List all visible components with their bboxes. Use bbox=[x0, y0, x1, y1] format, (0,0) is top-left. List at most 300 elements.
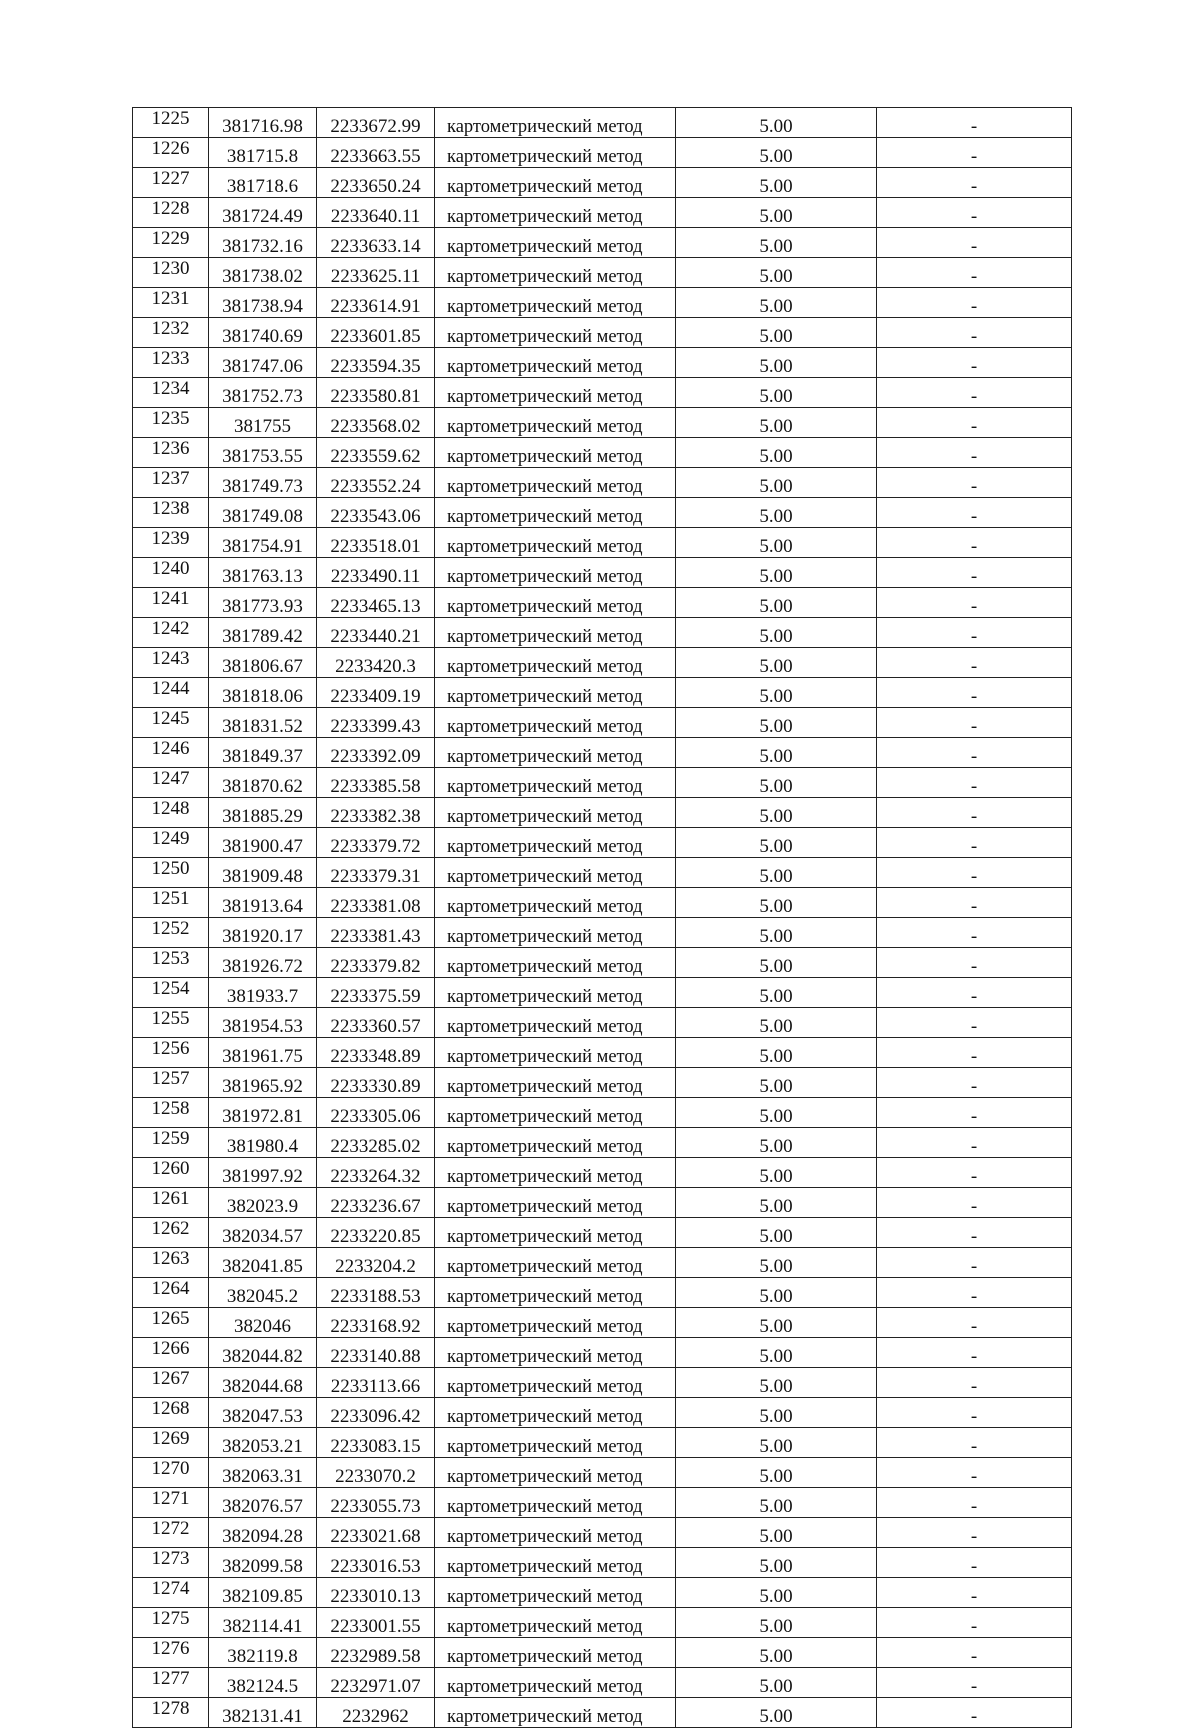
y-coordinate-cell: 2233348.89 bbox=[317, 1038, 435, 1068]
method-cell: картометрический метод bbox=[435, 1308, 676, 1338]
y-coordinate-cell: 2233614.91 bbox=[317, 288, 435, 318]
precision-cell: 5.00 bbox=[676, 768, 877, 798]
precision-cell: 5.00 bbox=[676, 108, 877, 138]
y-coordinate-cell: 2232962 bbox=[317, 1698, 435, 1728]
x-coordinate-cell: 382099.58 bbox=[209, 1548, 317, 1578]
y-coordinate-cell: 2233070.2 bbox=[317, 1458, 435, 1488]
table-row bbox=[133, 1428, 1072, 1458]
table-row bbox=[133, 768, 1072, 798]
y-coordinate-cell: 2232989.58 bbox=[317, 1638, 435, 1668]
point-number-cell: 1227 bbox=[133, 168, 209, 198]
precision-cell: 5.00 bbox=[676, 1428, 877, 1458]
note-cell: - bbox=[877, 228, 1072, 258]
method-cell: картометрический метод bbox=[435, 1218, 676, 1248]
y-coordinate-cell: 2233552.24 bbox=[317, 468, 435, 498]
method-cell: картометрический метод bbox=[435, 378, 676, 408]
precision-cell: 5.00 bbox=[676, 348, 877, 378]
precision-cell: 5.00 bbox=[676, 1308, 877, 1338]
precision-cell: 5.00 bbox=[676, 1008, 877, 1038]
x-coordinate-cell: 381849.37 bbox=[209, 738, 317, 768]
x-coordinate-cell: 381900.47 bbox=[209, 828, 317, 858]
y-coordinate-cell: 2233236.67 bbox=[317, 1188, 435, 1218]
note-cell: - bbox=[877, 138, 1072, 168]
point-number-cell: 1261 bbox=[133, 1188, 209, 1218]
y-coordinate-cell: 2233113.66 bbox=[317, 1368, 435, 1398]
method-cell: картометрический метод bbox=[435, 1008, 676, 1038]
precision-cell: 5.00 bbox=[676, 1488, 877, 1518]
point-number-cell: 1242 bbox=[133, 618, 209, 648]
method-cell: картометрический метод bbox=[435, 1578, 676, 1608]
x-coordinate-cell: 382041.85 bbox=[209, 1248, 317, 1278]
precision-cell: 5.00 bbox=[676, 978, 877, 1008]
method-cell: картометрический метод bbox=[435, 1668, 676, 1698]
x-coordinate-cell: 381773.93 bbox=[209, 588, 317, 618]
table-row bbox=[133, 108, 1072, 138]
x-coordinate-cell: 381909.48 bbox=[209, 858, 317, 888]
table-row bbox=[133, 648, 1072, 678]
table-row bbox=[133, 1008, 1072, 1038]
table-row bbox=[133, 618, 1072, 648]
note-cell: - bbox=[877, 198, 1072, 228]
table-row bbox=[133, 438, 1072, 468]
point-number-cell: 1247 bbox=[133, 768, 209, 798]
table-row bbox=[133, 948, 1072, 978]
table-row bbox=[133, 288, 1072, 318]
table-row bbox=[133, 1098, 1072, 1128]
note-cell: - bbox=[877, 978, 1072, 1008]
method-cell: картометрический метод bbox=[435, 948, 676, 978]
table-row bbox=[133, 1368, 1072, 1398]
x-coordinate-cell: 381933.7 bbox=[209, 978, 317, 1008]
y-coordinate-cell: 2233360.57 bbox=[317, 1008, 435, 1038]
table-row bbox=[133, 588, 1072, 618]
y-coordinate-cell: 2233055.73 bbox=[317, 1488, 435, 1518]
table-row bbox=[133, 1698, 1072, 1728]
precision-cell: 5.00 bbox=[676, 588, 877, 618]
note-cell: - bbox=[877, 888, 1072, 918]
point-number-cell: 1231 bbox=[133, 288, 209, 318]
method-cell: картометрический метод bbox=[435, 1488, 676, 1518]
point-number-cell: 1270 bbox=[133, 1458, 209, 1488]
table-row bbox=[133, 318, 1072, 348]
note-cell: - bbox=[877, 258, 1072, 288]
method-cell: картометрический метод bbox=[435, 108, 676, 138]
precision-cell: 5.00 bbox=[676, 1338, 877, 1368]
point-number-cell: 1239 bbox=[133, 528, 209, 558]
x-coordinate-cell: 382044.82 bbox=[209, 1338, 317, 1368]
y-coordinate-cell: 2233518.01 bbox=[317, 528, 435, 558]
method-cell: картометрический метод bbox=[435, 1698, 676, 1728]
point-number-cell: 1233 bbox=[133, 348, 209, 378]
method-cell: картометрический метод bbox=[435, 1638, 676, 1668]
method-cell: картометрический метод bbox=[435, 588, 676, 618]
x-coordinate-cell: 381749.73 bbox=[209, 468, 317, 498]
point-number-cell: 1238 bbox=[133, 498, 209, 528]
precision-cell: 5.00 bbox=[676, 888, 877, 918]
note-cell: - bbox=[877, 1218, 1072, 1248]
point-number-cell: 1229 bbox=[133, 228, 209, 258]
y-coordinate-cell: 2233220.85 bbox=[317, 1218, 435, 1248]
precision-cell: 5.00 bbox=[676, 1398, 877, 1428]
y-coordinate-cell: 2233559.62 bbox=[317, 438, 435, 468]
note-cell: - bbox=[877, 618, 1072, 648]
table-row bbox=[133, 1578, 1072, 1608]
note-cell: - bbox=[877, 108, 1072, 138]
x-coordinate-cell: 381740.69 bbox=[209, 318, 317, 348]
point-number-cell: 1256 bbox=[133, 1038, 209, 1068]
y-coordinate-cell: 2233381.08 bbox=[317, 888, 435, 918]
point-number-cell: 1244 bbox=[133, 678, 209, 708]
coordinates-table bbox=[132, 107, 1072, 1728]
point-number-cell: 1267 bbox=[133, 1368, 209, 1398]
note-cell: - bbox=[877, 1098, 1072, 1128]
table-row bbox=[133, 168, 1072, 198]
point-number-cell: 1248 bbox=[133, 798, 209, 828]
precision-cell: 5.00 bbox=[676, 858, 877, 888]
point-number-cell: 1246 bbox=[133, 738, 209, 768]
y-coordinate-cell: 2233096.42 bbox=[317, 1398, 435, 1428]
y-coordinate-cell: 2233625.11 bbox=[317, 258, 435, 288]
table-row bbox=[133, 1518, 1072, 1548]
precision-cell: 5.00 bbox=[676, 1278, 877, 1308]
precision-cell: 5.00 bbox=[676, 1608, 877, 1638]
table-row bbox=[133, 858, 1072, 888]
method-cell: картометрический метод bbox=[435, 258, 676, 288]
note-cell: - bbox=[877, 858, 1072, 888]
precision-cell: 5.00 bbox=[676, 1068, 877, 1098]
x-coordinate-cell: 381715.8 bbox=[209, 138, 317, 168]
method-cell: картометрический метод bbox=[435, 678, 676, 708]
precision-cell: 5.00 bbox=[676, 1098, 877, 1128]
precision-cell: 5.00 bbox=[676, 708, 877, 738]
precision-cell: 5.00 bbox=[676, 228, 877, 258]
precision-cell: 5.00 bbox=[676, 408, 877, 438]
point-number-cell: 1226 bbox=[133, 138, 209, 168]
x-coordinate-cell: 382046 bbox=[209, 1308, 317, 1338]
precision-cell: 5.00 bbox=[676, 1698, 877, 1728]
note-cell: - bbox=[877, 1428, 1072, 1458]
table-row bbox=[133, 1488, 1072, 1518]
x-coordinate-cell: 381738.02 bbox=[209, 258, 317, 288]
point-number-cell: 1273 bbox=[133, 1548, 209, 1578]
precision-cell: 5.00 bbox=[676, 288, 877, 318]
y-coordinate-cell: 2233379.82 bbox=[317, 948, 435, 978]
note-cell: - bbox=[877, 708, 1072, 738]
point-number-cell: 1225 bbox=[133, 108, 209, 138]
y-coordinate-cell: 2233204.2 bbox=[317, 1248, 435, 1278]
method-cell: картометрический метод bbox=[435, 438, 676, 468]
method-cell: картометрический метод bbox=[435, 768, 676, 798]
method-cell: картометрический метод bbox=[435, 978, 676, 1008]
method-cell: картометрический метод bbox=[435, 558, 676, 588]
note-cell: - bbox=[877, 1188, 1072, 1218]
table-row bbox=[133, 1668, 1072, 1698]
x-coordinate-cell: 381920.17 bbox=[209, 918, 317, 948]
y-coordinate-cell: 2233264.32 bbox=[317, 1158, 435, 1188]
x-coordinate-cell: 381716.98 bbox=[209, 108, 317, 138]
table-row bbox=[133, 1608, 1072, 1638]
method-cell: картометрический метод bbox=[435, 228, 676, 258]
x-coordinate-cell: 381885.29 bbox=[209, 798, 317, 828]
precision-cell: 5.00 bbox=[676, 1368, 877, 1398]
y-coordinate-cell: 2233568.02 bbox=[317, 408, 435, 438]
table-row bbox=[133, 1458, 1072, 1488]
precision-cell: 5.00 bbox=[676, 1248, 877, 1278]
point-number-cell: 1257 bbox=[133, 1068, 209, 1098]
method-cell: картометрический метод bbox=[435, 198, 676, 228]
method-cell: картометрический метод bbox=[435, 1518, 676, 1548]
point-number-cell: 1241 bbox=[133, 588, 209, 618]
point-number-cell: 1269 bbox=[133, 1428, 209, 1458]
note-cell: - bbox=[877, 1488, 1072, 1518]
x-coordinate-cell: 382131.41 bbox=[209, 1698, 317, 1728]
y-coordinate-cell: 2233016.53 bbox=[317, 1548, 435, 1578]
method-cell: картометрический метод bbox=[435, 1038, 676, 1068]
precision-cell: 5.00 bbox=[676, 168, 877, 198]
precision-cell: 5.00 bbox=[676, 1158, 877, 1188]
y-coordinate-cell: 2233305.06 bbox=[317, 1098, 435, 1128]
table-row bbox=[133, 1338, 1072, 1368]
y-coordinate-cell: 2233580.81 bbox=[317, 378, 435, 408]
table-row bbox=[133, 828, 1072, 858]
note-cell: - bbox=[877, 1158, 1072, 1188]
y-coordinate-cell: 2233188.53 bbox=[317, 1278, 435, 1308]
precision-cell: 5.00 bbox=[676, 1128, 877, 1158]
y-coordinate-cell: 2233465.13 bbox=[317, 588, 435, 618]
x-coordinate-cell: 381980.4 bbox=[209, 1128, 317, 1158]
method-cell: картометрический метод bbox=[435, 648, 676, 678]
y-coordinate-cell: 2233381.43 bbox=[317, 918, 435, 948]
x-coordinate-cell: 382047.53 bbox=[209, 1398, 317, 1428]
note-cell: - bbox=[877, 588, 1072, 618]
precision-cell: 5.00 bbox=[676, 198, 877, 228]
x-coordinate-cell: 381965.92 bbox=[209, 1068, 317, 1098]
x-coordinate-cell: 381961.75 bbox=[209, 1038, 317, 1068]
method-cell: картометрический метод bbox=[435, 828, 676, 858]
x-coordinate-cell: 381749.08 bbox=[209, 498, 317, 528]
point-number-cell: 1252 bbox=[133, 918, 209, 948]
x-coordinate-cell: 382063.31 bbox=[209, 1458, 317, 1488]
y-coordinate-cell: 2232971.07 bbox=[317, 1668, 435, 1698]
method-cell: картометрический метод bbox=[435, 348, 676, 378]
table-row bbox=[133, 1038, 1072, 1068]
note-cell: - bbox=[877, 1548, 1072, 1578]
method-cell: картометрический метод bbox=[435, 1188, 676, 1218]
note-cell: - bbox=[877, 498, 1072, 528]
x-coordinate-cell: 382045.2 bbox=[209, 1278, 317, 1308]
x-coordinate-cell: 381763.13 bbox=[209, 558, 317, 588]
x-coordinate-cell: 382124.5 bbox=[209, 1668, 317, 1698]
note-cell: - bbox=[877, 1638, 1072, 1668]
x-coordinate-cell: 381754.91 bbox=[209, 528, 317, 558]
method-cell: картометрический метод bbox=[435, 1338, 676, 1368]
point-number-cell: 1243 bbox=[133, 648, 209, 678]
point-number-cell: 1271 bbox=[133, 1488, 209, 1518]
x-coordinate-cell: 381997.92 bbox=[209, 1158, 317, 1188]
x-coordinate-cell: 381972.81 bbox=[209, 1098, 317, 1128]
note-cell: - bbox=[877, 558, 1072, 588]
y-coordinate-cell: 2233640.11 bbox=[317, 198, 435, 228]
note-cell: - bbox=[877, 948, 1072, 978]
precision-cell: 5.00 bbox=[676, 558, 877, 588]
precision-cell: 5.00 bbox=[676, 528, 877, 558]
point-number-cell: 1237 bbox=[133, 468, 209, 498]
table-row bbox=[133, 468, 1072, 498]
method-cell: картометрический метод bbox=[435, 708, 676, 738]
point-number-cell: 1236 bbox=[133, 438, 209, 468]
note-cell: - bbox=[877, 1368, 1072, 1398]
x-coordinate-cell: 381926.72 bbox=[209, 948, 317, 978]
precision-cell: 5.00 bbox=[676, 318, 877, 348]
method-cell: картометрический метод bbox=[435, 1158, 676, 1188]
point-number-cell: 1230 bbox=[133, 258, 209, 288]
note-cell: - bbox=[877, 468, 1072, 498]
note-cell: - bbox=[877, 1608, 1072, 1638]
y-coordinate-cell: 2233392.09 bbox=[317, 738, 435, 768]
point-number-cell: 1235 bbox=[133, 408, 209, 438]
y-coordinate-cell: 2233140.88 bbox=[317, 1338, 435, 1368]
x-coordinate-cell: 381738.94 bbox=[209, 288, 317, 318]
method-cell: картометрический метод bbox=[435, 318, 676, 348]
precision-cell: 5.00 bbox=[676, 798, 877, 828]
y-coordinate-cell: 2233633.14 bbox=[317, 228, 435, 258]
note-cell: - bbox=[877, 768, 1072, 798]
y-coordinate-cell: 2233650.24 bbox=[317, 168, 435, 198]
precision-cell: 5.00 bbox=[676, 918, 877, 948]
x-coordinate-cell: 381818.06 bbox=[209, 678, 317, 708]
table-row bbox=[133, 1398, 1072, 1428]
x-coordinate-cell: 381718.6 bbox=[209, 168, 317, 198]
x-coordinate-cell: 381913.64 bbox=[209, 888, 317, 918]
point-number-cell: 1272 bbox=[133, 1518, 209, 1548]
method-cell: картометрический метод bbox=[435, 498, 676, 528]
x-coordinate-cell: 381870.62 bbox=[209, 768, 317, 798]
note-cell: - bbox=[877, 1008, 1072, 1038]
note-cell: - bbox=[877, 1518, 1072, 1548]
point-number-cell: 1259 bbox=[133, 1128, 209, 1158]
method-cell: картометрический метод bbox=[435, 1608, 676, 1638]
table-row bbox=[133, 378, 1072, 408]
precision-cell: 5.00 bbox=[676, 258, 877, 288]
table-row bbox=[133, 738, 1072, 768]
y-coordinate-cell: 2233083.15 bbox=[317, 1428, 435, 1458]
precision-cell: 5.00 bbox=[676, 498, 877, 528]
precision-cell: 5.00 bbox=[676, 378, 877, 408]
method-cell: картометрический метод bbox=[435, 798, 676, 828]
note-cell: - bbox=[877, 1698, 1072, 1728]
table-row bbox=[133, 1218, 1072, 1248]
table-row bbox=[133, 228, 1072, 258]
y-coordinate-cell: 2233021.68 bbox=[317, 1518, 435, 1548]
method-cell: картометрический метод bbox=[435, 1278, 676, 1308]
table-row bbox=[133, 558, 1072, 588]
table-row bbox=[133, 1068, 1072, 1098]
note-cell: - bbox=[877, 1338, 1072, 1368]
method-cell: картометрический метод bbox=[435, 738, 676, 768]
y-coordinate-cell: 2233399.43 bbox=[317, 708, 435, 738]
y-coordinate-cell: 2233379.31 bbox=[317, 858, 435, 888]
table-row bbox=[133, 918, 1072, 948]
point-number-cell: 1265 bbox=[133, 1308, 209, 1338]
y-coordinate-cell: 2233663.55 bbox=[317, 138, 435, 168]
point-number-cell: 1234 bbox=[133, 378, 209, 408]
table-row bbox=[133, 498, 1072, 528]
table-row bbox=[133, 798, 1072, 828]
y-coordinate-cell: 2233594.35 bbox=[317, 348, 435, 378]
y-coordinate-cell: 2233543.06 bbox=[317, 498, 435, 528]
method-cell: картометрический метод bbox=[435, 1368, 676, 1398]
table-row bbox=[133, 1638, 1072, 1668]
precision-cell: 5.00 bbox=[676, 618, 877, 648]
precision-cell: 5.00 bbox=[676, 948, 877, 978]
x-coordinate-cell: 381732.16 bbox=[209, 228, 317, 258]
table-row bbox=[133, 198, 1072, 228]
x-coordinate-cell: 382053.21 bbox=[209, 1428, 317, 1458]
method-cell: картометрический метод bbox=[435, 858, 676, 888]
note-cell: - bbox=[877, 828, 1072, 858]
x-coordinate-cell: 381831.52 bbox=[209, 708, 317, 738]
note-cell: - bbox=[877, 288, 1072, 318]
y-coordinate-cell: 2233440.21 bbox=[317, 618, 435, 648]
precision-cell: 5.00 bbox=[676, 678, 877, 708]
table-row bbox=[133, 1308, 1072, 1338]
y-coordinate-cell: 2233001.55 bbox=[317, 1608, 435, 1638]
table-row bbox=[133, 258, 1072, 288]
y-coordinate-cell: 2233385.58 bbox=[317, 768, 435, 798]
point-number-cell: 1254 bbox=[133, 978, 209, 1008]
point-number-cell: 1264 bbox=[133, 1278, 209, 1308]
point-number-cell: 1240 bbox=[133, 558, 209, 588]
note-cell: - bbox=[877, 318, 1072, 348]
note-cell: - bbox=[877, 378, 1072, 408]
x-coordinate-cell: 381789.42 bbox=[209, 618, 317, 648]
method-cell: картометрический метод bbox=[435, 288, 676, 318]
table-row bbox=[133, 708, 1072, 738]
note-cell: - bbox=[877, 438, 1072, 468]
x-coordinate-cell: 381753.55 bbox=[209, 438, 317, 468]
point-number-cell: 1253 bbox=[133, 948, 209, 978]
x-coordinate-cell: 382023.9 bbox=[209, 1188, 317, 1218]
precision-cell: 5.00 bbox=[676, 1548, 877, 1578]
precision-cell: 5.00 bbox=[676, 1188, 877, 1218]
x-coordinate-cell: 382094.28 bbox=[209, 1518, 317, 1548]
note-cell: - bbox=[877, 678, 1072, 708]
x-coordinate-cell: 382076.57 bbox=[209, 1488, 317, 1518]
point-number-cell: 1277 bbox=[133, 1668, 209, 1698]
precision-cell: 5.00 bbox=[676, 738, 877, 768]
precision-cell: 5.00 bbox=[676, 648, 877, 678]
note-cell: - bbox=[877, 348, 1072, 378]
point-number-cell: 1263 bbox=[133, 1248, 209, 1278]
point-number-cell: 1278 bbox=[133, 1698, 209, 1728]
x-coordinate-cell: 382044.68 bbox=[209, 1368, 317, 1398]
point-number-cell: 1262 bbox=[133, 1218, 209, 1248]
note-cell: - bbox=[877, 1128, 1072, 1158]
y-coordinate-cell: 2233601.85 bbox=[317, 318, 435, 348]
point-number-cell: 1268 bbox=[133, 1398, 209, 1428]
table-row bbox=[133, 678, 1072, 708]
precision-cell: 5.00 bbox=[676, 1218, 877, 1248]
x-coordinate-cell: 381752.73 bbox=[209, 378, 317, 408]
table-row bbox=[133, 888, 1072, 918]
method-cell: картометрический метод bbox=[435, 528, 676, 558]
method-cell: картометрический метод bbox=[435, 618, 676, 648]
y-coordinate-cell: 2233010.13 bbox=[317, 1578, 435, 1608]
method-cell: картометрический метод bbox=[435, 1068, 676, 1098]
method-cell: картометрический метод bbox=[435, 168, 676, 198]
table-row bbox=[133, 1548, 1072, 1578]
note-cell: - bbox=[877, 528, 1072, 558]
